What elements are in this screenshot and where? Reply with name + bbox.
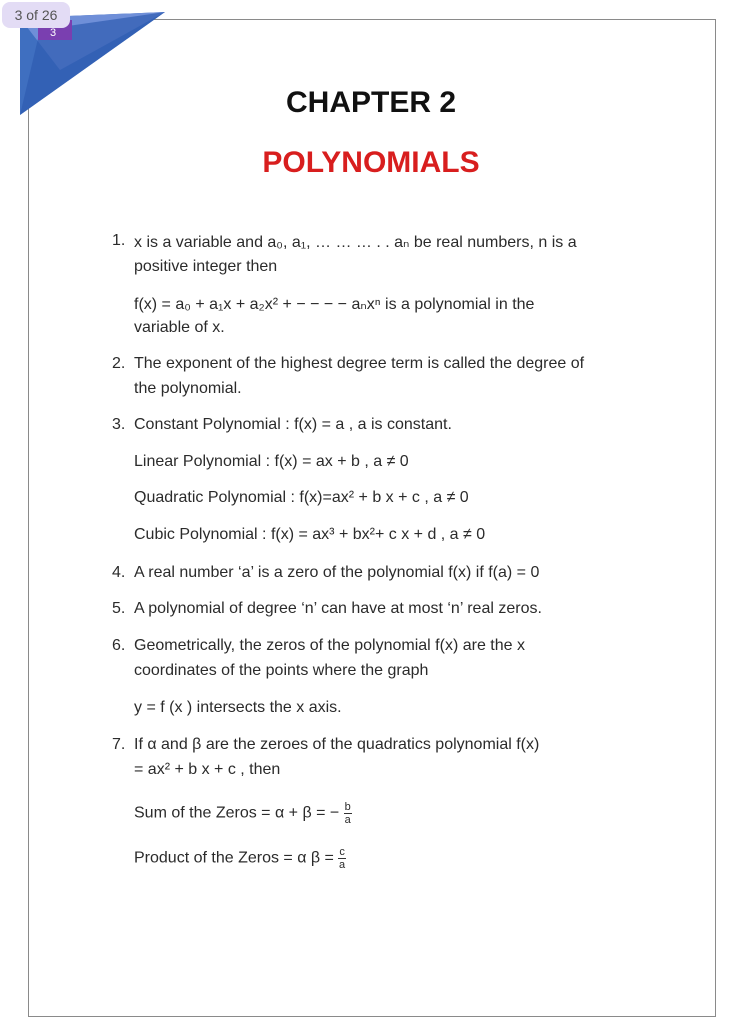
item-4-line-1: A real number ‘a’ is a zero of the polynomial f(x) if f(a) = 0 <box>134 564 540 581</box>
item-1-line-1: x is a variable and a₀, a₁, … … … . . aₙ be real numbers, n is a <box>134 234 577 251</box>
item-number-5: 5. <box>112 600 126 617</box>
sum-of-zeros-line <box>134 801 352 826</box>
item-1-line-2: positive integer then <box>134 258 278 275</box>
item-5-line-1: A polynomial of degree ‘n’ can have at most ‘n’ real zeros. <box>134 600 542 617</box>
page-counter[interactable]: 3 of 26 <box>2 2 70 28</box>
item-1-line-3: f(x) = a₀ + a₁x + a₂x² + − − − − aₙxⁿ is a polynomial in the <box>134 296 535 313</box>
sum-of-zeros-text: Sum of the Zeros = α + β = − <box>134 804 340 822</box>
item-number-4: 4. <box>112 564 126 581</box>
product-of-zeros-text: Product of the Zeros = α β = <box>134 849 334 867</box>
sum-numerator: b <box>344 801 351 813</box>
item-2-line-1: The exponent of the highest degree term is called the degree of <box>134 355 585 372</box>
item-7-line-1: If α and β are the zeroes of the quadratics polynomial f(x) <box>134 736 540 753</box>
item-3-line-2: Linear Polynomial : f(x) = ax + b , a ≠ 0 <box>134 453 409 470</box>
item-2-line-2: the polynomial. <box>134 380 242 397</box>
item-6-line-3: y = f (x ) intersects the x axis. <box>134 699 342 716</box>
page-index: 3 <box>50 27 57 39</box>
item-number-1: 1. <box>112 232 126 249</box>
item-number-2: 2. <box>112 355 126 372</box>
sum-fraction <box>344 801 352 826</box>
product-denominator: a <box>339 859 346 871</box>
item-3-line-3: Quadratic Polynomial : f(x)=ax² + b x + c , a ≠ 0 <box>134 489 469 506</box>
item-3-line-1: Constant Polynomial : f(x) = a , a is constant. <box>134 416 452 433</box>
item-3-line-4: Cubic Polynomial : f(x) = ax³ + bx²+ c x + d , a ≠ 0 <box>134 526 486 543</box>
item-6-line-1: Geometrically, the zeros of the polynomial f(x) are the x <box>134 637 525 654</box>
sum-denominator: a <box>344 814 351 826</box>
item-number-3: 3. <box>112 416 126 433</box>
product-fraction <box>338 846 346 871</box>
item-1-line-4: variable of x. <box>134 319 225 336</box>
chapter-subtitle: POLYNOMIALS <box>262 146 480 179</box>
item-number-6: 6. <box>112 637 126 654</box>
product-of-zeros-line <box>134 846 346 871</box>
item-7-line-2: = ax² + b x + c , then <box>134 761 281 778</box>
item-number-7: 7. <box>112 736 126 753</box>
product-numerator: c <box>339 846 345 858</box>
item-6-line-2: coordinates of the points where the graph <box>134 662 429 679</box>
chapter-title: CHAPTER 2 <box>285 86 457 119</box>
